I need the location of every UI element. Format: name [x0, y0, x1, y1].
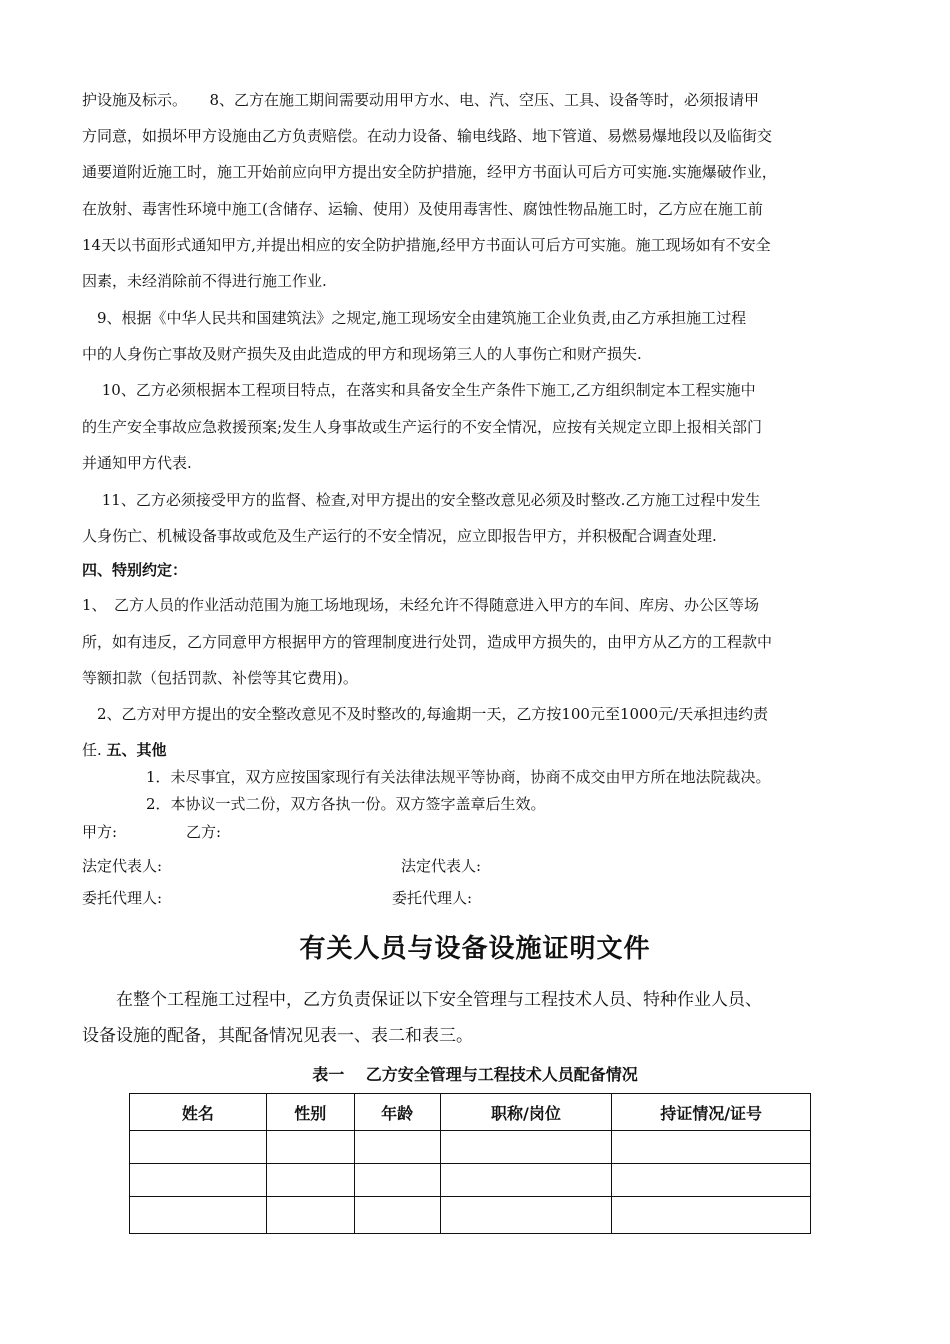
paragraph-line: 9、根据《中华人民共和国建筑法》之规定,施工现场安全由建筑施工企业负责,由乙方承担施工过程 [82, 309, 747, 327]
paragraph-line: 在放射、毒害性环境中施工(含储存、运输、使用）及使用毒害性、腐蚀性物品施工时，乙方应在施工前 [82, 200, 763, 218]
paragraph-line: 因素，未经消除前不得进行施工作业. [82, 272, 327, 290]
section-heading: 五、其他 [106, 741, 167, 759]
column-header: 年龄 [354, 1094, 440, 1131]
column-header: 职称/岗位 [440, 1094, 612, 1131]
paragraph-line: 11、乙方必须接受甲方的监督、检查,对甲方提出的安全整改意见必须及时整改.乙方施工过程中发生 [82, 491, 761, 509]
paragraph-line: 人身伤亡、机械设备事故或危及生产运行的不安全情况，应立即报告甲方，并积极配合调查处理. [82, 527, 717, 545]
section-heading: 四、特别约定： [82, 561, 188, 579]
table-cell [440, 1197, 612, 1234]
table-cell [612, 1131, 811, 1164]
agent-b-label: 委托代理人: [392, 889, 473, 907]
legal-rep-a-label: 法定代表人: [82, 857, 163, 875]
table-header-row [130, 1094, 811, 1131]
column-header: 姓名 [130, 1094, 267, 1131]
paragraph-line: 并通知甲方代表. [82, 454, 192, 472]
paragraph-continuation: 任. [82, 741, 107, 759]
table-row [130, 1164, 811, 1197]
column-header: 性别 [266, 1094, 354, 1131]
table-cell [266, 1131, 354, 1164]
table-cell [440, 1131, 612, 1164]
paragraph-line: 等额扣款（包括罚款、补偿等其它费用)。 [82, 669, 358, 687]
legal-rep-b-label: 法定代表人: [401, 857, 482, 875]
table-row [130, 1197, 811, 1234]
party-a-label: 甲方: [82, 823, 118, 841]
intro-line: 在整个工程施工过程中，乙方负责保证以下安全管理与工程技术人员、特种作业人员、 [82, 990, 762, 1010]
table-cell [354, 1197, 440, 1234]
table-cell [266, 1164, 354, 1197]
section-five-line [82, 740, 872, 760]
document-title: 有关人员与设备设施证明文件 [299, 934, 651, 964]
paragraph-line: 2、乙方对甲方提出的安全整改意见不及时整改的,每逾期一天，乙方按100元至1000元/天承担违约责 [82, 705, 769, 723]
column-header: 持证情况/证号 [612, 1094, 811, 1131]
paragraph-line: 14天以书面形式通知甲方,并提出相应的安全防护措施,经甲方书面认可后方可实施。施工现场如有不安全 [82, 236, 771, 254]
list-item: 2．本协议一式二份，双方各执一份。双方签字盖章后生效。 [146, 795, 546, 813]
table-cell [440, 1164, 612, 1197]
table-caption: 表一 乙方安全管理与工程技术人员配备情况 [312, 1065, 638, 1084]
personnel-table [129, 1093, 811, 1234]
table-cell [612, 1164, 811, 1197]
paragraph-line: 中的人身伤亡事故及财产损失及由此造成的甲方和现场第三人的人事伤亡和财产损失. [82, 345, 642, 363]
paragraph-line: 10、乙方必须根据本工程项目特点，在落实和具备安全生产条件下施工,乙方组织制定本工程实施中 [82, 381, 756, 399]
paragraph-line: 1、 乙方人员的作业活动范围为施工场地现场，未经允许不得随意进入甲方的车间、库房、办公区等场 [82, 596, 760, 614]
table-cell [130, 1164, 267, 1197]
agent-a-label: 委托代理人: [82, 889, 163, 907]
list-item: 1．未尽事宜，双方应按国家现行有关法律法规平等协商，协商不成交由甲方所在地法院裁决。 [146, 768, 771, 786]
table-cell [354, 1131, 440, 1164]
party-b-label: 乙方: [186, 823, 222, 841]
table-row [130, 1131, 811, 1164]
table-cell [266, 1197, 354, 1234]
table-cell [130, 1131, 267, 1164]
paragraph-line: 的生产安全事故应急救援预案;发生人身事故或生产运行的不安全情况，应按有关规定立即上报相关部门 [82, 418, 763, 436]
paragraph-line: 护设施及标示。 8、乙方在施工期间需要动用甲方水、电、汽、空压、工具、设备等时，必须报请甲 [82, 91, 760, 109]
table-cell [130, 1197, 267, 1234]
table-cell [354, 1164, 440, 1197]
paragraph-line: 方同意，如损坏甲方设施由乙方负责赔偿。在动力设备、输电线路、地下管道、易燃易爆地段以及临街交 [82, 127, 773, 145]
intro-line: 设备设施的配备，其配备情况见表一、表二和表三。 [82, 1026, 473, 1046]
table-cell [612, 1197, 811, 1234]
paragraph-line: 通要道附近施工时，施工开始前应向甲方提出安全防护措施，经甲方书面认可后方可实施.实施爆破作业， [82, 163, 777, 181]
paragraph-line: 所，如有违反，乙方同意甲方根据甲方的管理制度进行处罚，造成甲方损失的，由甲方从乙方的工程款中 [82, 633, 773, 651]
